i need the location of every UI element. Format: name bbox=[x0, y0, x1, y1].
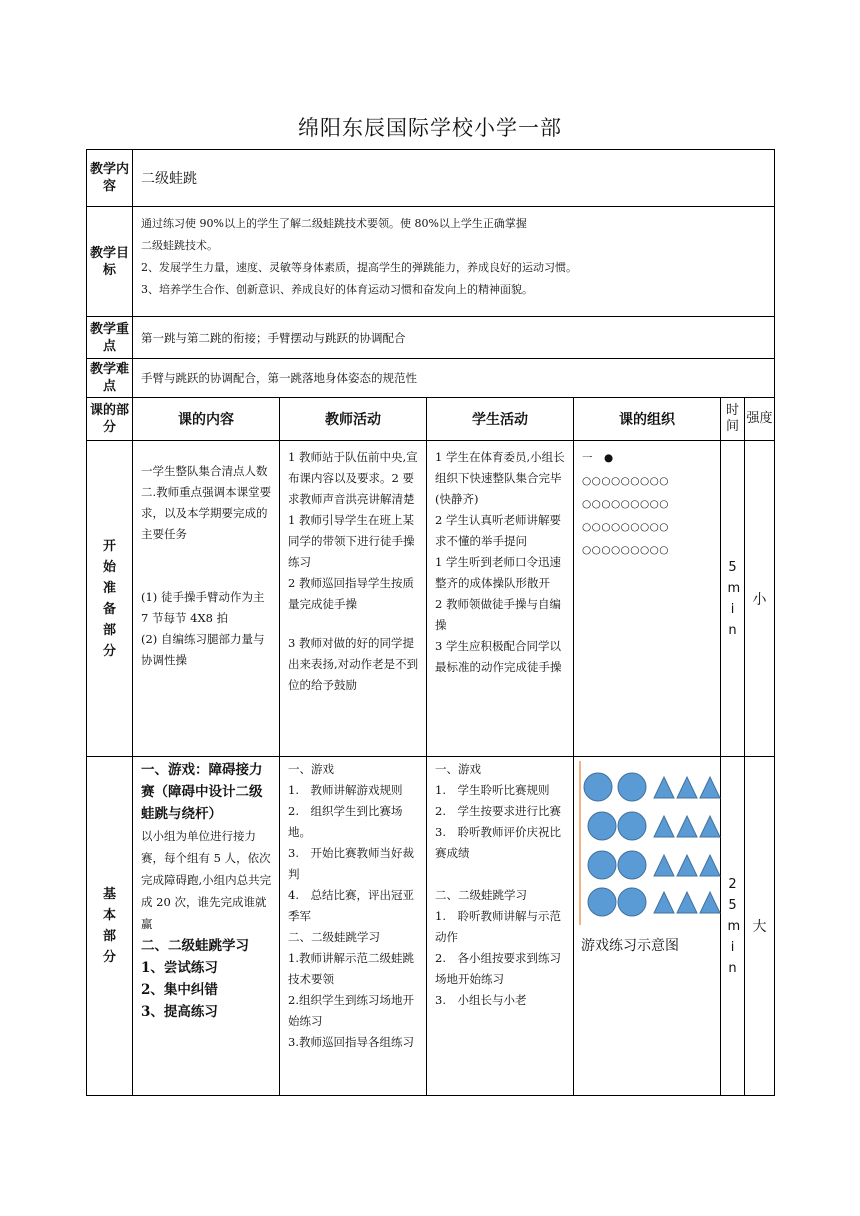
obstacle-triangle bbox=[700, 892, 720, 913]
row-key-points bbox=[87, 317, 775, 359]
warmup-content-item: (2) 自编练习腿部力量与协调性操 bbox=[141, 632, 265, 667]
goal-line: 二级蛙跳技术。 bbox=[141, 239, 218, 252]
jump-study-item: 1、尝试练习 bbox=[141, 960, 218, 976]
header-strength: 强度 bbox=[745, 398, 775, 441]
section-warmup bbox=[87, 441, 775, 757]
formation-teacher-line: 一 ● bbox=[582, 452, 614, 464]
page-title: 绵阳东辰国际学校小学一部 bbox=[298, 116, 562, 140]
player-circle bbox=[584, 773, 612, 801]
player-circle bbox=[618, 812, 646, 840]
basic-strength: 大 bbox=[745, 757, 775, 1096]
jump-study-item: 2、集中纠错 bbox=[141, 982, 218, 998]
teacher-activity-item: 3 教师对做的好的同学提出来表扬,对动作老是不到位的给予鼓励 bbox=[288, 636, 419, 692]
warmup-content-item: 二.教师重点强调本课堂要求，以及本学期要完成的主要任务 bbox=[141, 485, 272, 541]
game-title: 一、游戏：障碍接力赛（障碍中设计二级蛙跳与绕杆） bbox=[141, 762, 263, 822]
student-activity-item: 3. 小组长与小老 bbox=[435, 993, 527, 1007]
teacher-activity-item: 3.教师巡回指导各组练习 bbox=[288, 1035, 414, 1049]
student-activity-item: 2. 学生按要求进行比赛 bbox=[435, 804, 561, 818]
player-circle bbox=[588, 888, 616, 916]
lesson-plan-table bbox=[86, 149, 775, 1096]
formation-row: ○○○○○○○○○ bbox=[582, 521, 669, 533]
obstacle-triangle bbox=[677, 892, 697, 913]
warmup-strength: 小 bbox=[745, 441, 775, 757]
label-key: 教学重点 bbox=[87, 317, 133, 359]
teacher-activity-item: 3. 开始比赛教师当好裁判 bbox=[288, 846, 414, 881]
warmup-time-value: 5min bbox=[727, 559, 741, 638]
row-difficulty bbox=[87, 359, 775, 398]
student-activity-item: 一、游戏 bbox=[435, 762, 481, 776]
teacher-activity-item: 二、二级蛙跳学习 bbox=[288, 930, 380, 944]
player-circle bbox=[588, 812, 616, 840]
key-points-value: 第一跳与第二跳的衔接；手臂摆动与跳跃的协调配合 bbox=[133, 317, 775, 359]
jump-study-item: 3、提高练习 bbox=[141, 1004, 218, 1020]
section-basic-label: 基本部分 bbox=[87, 757, 133, 1096]
obstacle-triangle bbox=[654, 892, 674, 913]
goal-line: 2、发展学生力量，速度、灵敏等身体素质，提高学生的弹跳能力，养成良好的运动习惯。 bbox=[141, 261, 577, 274]
obstacle-triangle bbox=[677, 855, 697, 876]
student-activity-item: 1 学生在体育委员,小组长组织下快速整队集合完毕(快静齐) bbox=[435, 450, 565, 506]
player-circle bbox=[588, 851, 616, 879]
row-content bbox=[87, 150, 775, 207]
student-activity-item: 1. 聆听教师讲解与示范动作 bbox=[435, 909, 561, 944]
basic-student-activity bbox=[427, 757, 574, 1096]
teacher-activity-item: 1. 教师讲解游戏规则 bbox=[288, 783, 403, 797]
label-goals: 教学目标 bbox=[87, 207, 133, 317]
warmup-student-activity bbox=[427, 441, 574, 757]
student-activity-item: 1 学生听到老师口令迅速整齐的成体操队形散开 bbox=[435, 555, 561, 590]
teacher-activity-item: 4. 总结比赛，评出冠亚季军 bbox=[288, 888, 414, 923]
jump-study-item: 二、二级蛙跳学习 bbox=[141, 938, 249, 954]
formation-row: ○○○○○○○○○ bbox=[582, 544, 669, 556]
player-circle bbox=[618, 851, 646, 879]
student-activity-item: 2. 各小组按要求到练习场地开始练习 bbox=[435, 951, 561, 986]
teacher-activity-item: 2.组织学生到练习场地开始练习 bbox=[288, 993, 414, 1028]
warmup-time bbox=[721, 441, 745, 757]
obstacle-triangle bbox=[700, 816, 720, 837]
label-difficulty: 教学难点 bbox=[87, 359, 133, 398]
diagram-caption: 游戏练习示意图 bbox=[581, 938, 679, 954]
obstacle-triangle bbox=[654, 855, 674, 876]
obstacle-triangle bbox=[700, 777, 720, 798]
basic-time bbox=[721, 757, 745, 1096]
teacher-activity-item: 一、游戏 bbox=[288, 762, 334, 776]
header-time: 时间 bbox=[721, 398, 745, 441]
obstacle-triangle bbox=[677, 777, 697, 798]
student-activity-item: 二、二级蛙跳学习 bbox=[435, 888, 527, 902]
warmup-content-item: (1) 徒手操手臂动作为主 7 节每节 4X8 拍 bbox=[141, 590, 265, 625]
obstacle-triangle bbox=[654, 816, 674, 837]
warmup-teacher-activity bbox=[280, 441, 427, 757]
player-circle bbox=[618, 888, 646, 916]
lesson-content-value: 二级蛙跳 bbox=[133, 150, 775, 207]
row-goals bbox=[87, 207, 775, 317]
teacher-activity-item: 2. 组织学生到比赛场地。 bbox=[288, 804, 403, 839]
game-diagram-cell bbox=[574, 757, 721, 1096]
obstacle-triangle bbox=[654, 777, 674, 798]
student-activity-spacer bbox=[435, 864, 567, 885]
header-org: 课的组织 bbox=[574, 398, 721, 441]
header-teacher: 教师活动 bbox=[280, 398, 427, 441]
difficulty-value: 手臂与跳跃的协调配合，第一跳落地身体姿态的规范性 bbox=[133, 359, 775, 398]
formation-row: ○○○○○○○○○ bbox=[582, 498, 669, 510]
student-activity-item: 3. 聆听教师评价庆祝比赛成绩 bbox=[435, 825, 561, 860]
player-circle bbox=[618, 773, 646, 801]
basic-content bbox=[133, 757, 280, 1096]
game-description: 以小组为单位进行接力赛，每个组有 5 人，依次完成障碍跑,小组内总共完成 20 次，谁先完成谁就赢 bbox=[141, 829, 272, 931]
teacher-activity-item: 1 教师站于队伍前中央,宣布课内容以及要求。2 要求教师声音洪亮讲解清楚 1 教师引导学生在班上某同学的带领下进行徒手操练习 bbox=[288, 450, 418, 569]
teacher-activity-item: 1.教师讲解示范二级蛙跳技术要领 bbox=[288, 951, 414, 986]
section-basic bbox=[87, 757, 775, 1096]
student-activity-item: 2 学生认真听老师讲解要求不懂的举手提问 bbox=[435, 513, 561, 548]
header-student: 学生活动 bbox=[427, 398, 574, 441]
basic-time-value: 25min bbox=[727, 876, 741, 976]
column-header-row bbox=[87, 398, 775, 441]
goal-line: 通过练习使 90%以上的学生了解二级蛙跳技术要领。使 80%以上学生正确掌握 bbox=[141, 217, 527, 230]
student-activity-item: 1. 学生聆听比赛规则 bbox=[435, 783, 550, 797]
game-diagram bbox=[574, 757, 720, 1095]
obstacle-triangle bbox=[700, 855, 720, 876]
goal-line: 3、培养学生合作、创新意识、养成良好的体育运动习惯和奋发向上的精神面貌。 bbox=[141, 283, 533, 296]
goals-text bbox=[133, 207, 775, 317]
header-content: 课的内容 bbox=[133, 398, 280, 441]
warmup-formation bbox=[574, 441, 721, 757]
header-part: 课的部分 bbox=[87, 398, 133, 441]
warmup-content bbox=[133, 441, 280, 757]
warmup-content-item: 一学生整队集合清点人数 bbox=[141, 464, 268, 478]
formation-row: ○○○○○○○○○ bbox=[582, 475, 669, 487]
teacher-activity-item: 2 教师巡回指导学生按质量完成徒手操 bbox=[288, 576, 414, 611]
section-warmup-label: 开始准备部分 bbox=[87, 441, 133, 757]
student-activity-item: 3 学生应积极配合同学以最标准的动作完成徒手操 bbox=[435, 639, 562, 674]
student-activity-item: 2 教师领做徒手操与自编操 bbox=[435, 597, 561, 632]
game-diagram-svg bbox=[574, 757, 721, 927]
label-content: 教学内容 bbox=[87, 150, 133, 207]
obstacle-triangle bbox=[677, 816, 697, 837]
basic-teacher-activity bbox=[280, 757, 427, 1096]
